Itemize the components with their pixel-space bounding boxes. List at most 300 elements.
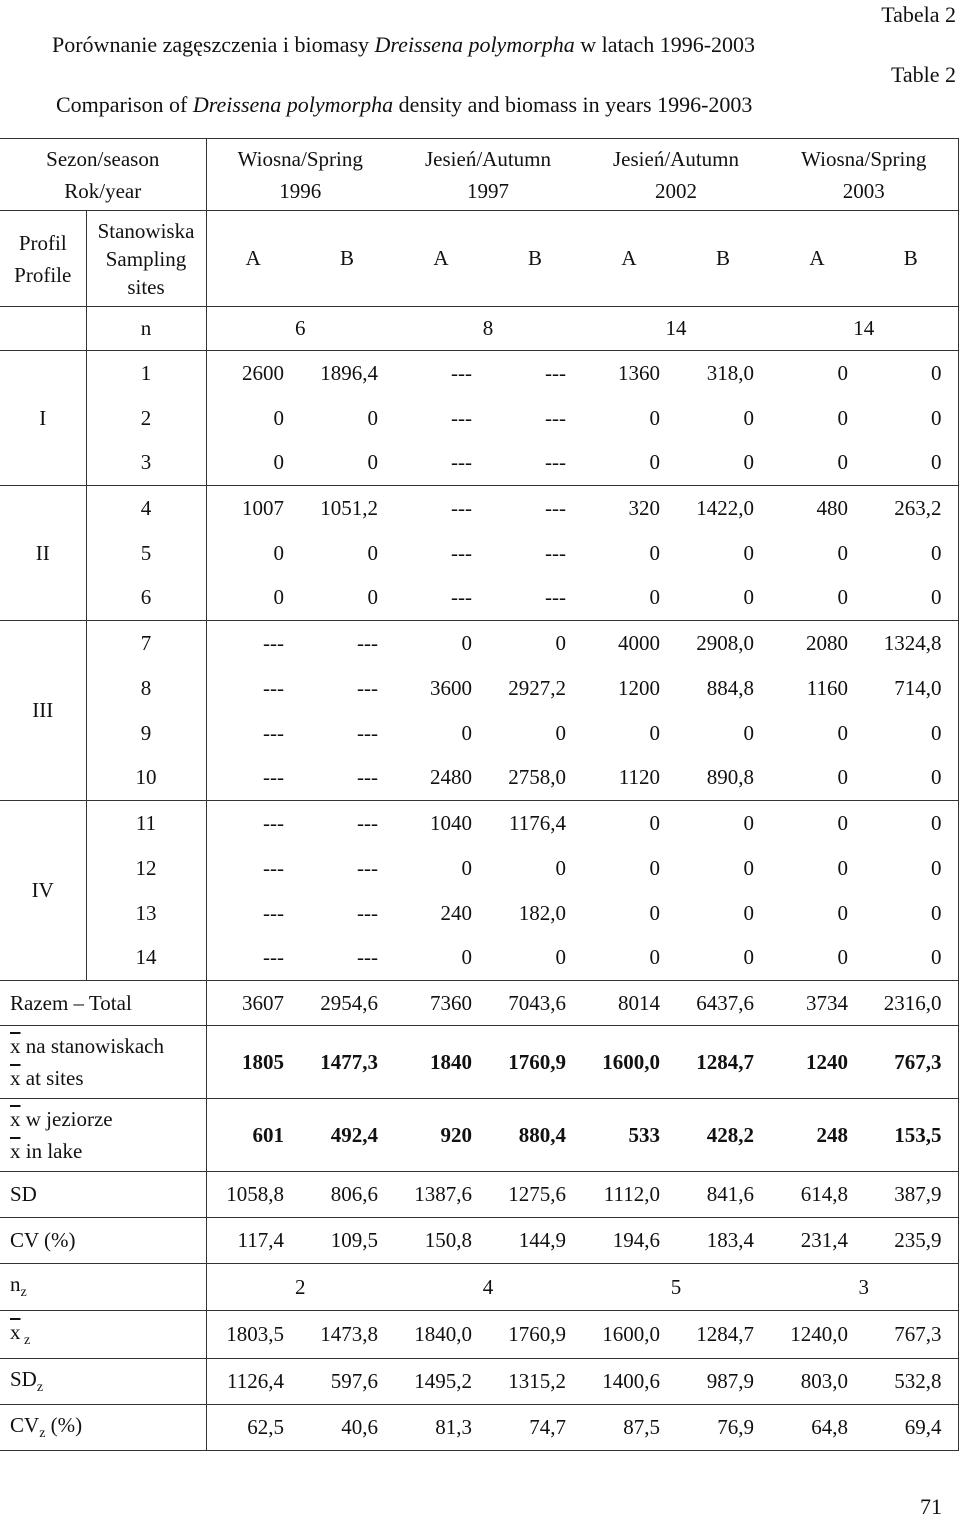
stat-suffix: (%) (45, 1412, 83, 1437)
mean_sites-label (0, 1026, 206, 1099)
data-cell: --- (263, 810, 284, 835)
subcolumn-header: B (339, 246, 354, 270)
cvz-value: 40,6 (341, 1415, 378, 1439)
total-value: 2316,0 (864, 981, 958, 1026)
mean-label: w jeziorze (25, 1107, 113, 1131)
n-value: 14 (665, 316, 687, 340)
data-cell: 0 (837, 945, 848, 970)
species-name-en: Dreissena polymorpha (192, 92, 394, 117)
data-cell: --- (451, 495, 472, 520)
xz-label (0, 1311, 206, 1359)
cvz-value: 74,7 (529, 1415, 566, 1439)
nz-value: 5 (670, 1274, 682, 1299)
data-cell: 0 (864, 936, 958, 981)
title-en-start: Comparison of (56, 92, 193, 117)
period-year: 2002 (655, 178, 697, 203)
data-cell: 0 (461, 720, 472, 745)
sd-value: 614,8 (800, 1182, 848, 1206)
data-cell: --- (263, 855, 284, 880)
sdz-value: 1315,2 (508, 1369, 566, 1393)
sd-value: 806,6 (330, 1182, 378, 1206)
period-season: Wiosna/Spring (801, 146, 927, 171)
data-cell: 1040 (430, 810, 472, 835)
mean-symbol: $\overline{x}$ (10, 1107, 21, 1131)
title-en-end: density and biomass in years 1996-2003 (393, 92, 753, 117)
sites-label: Stanowiska (97, 218, 195, 243)
cv-label (0, 1218, 206, 1264)
table-row (0, 981, 958, 1026)
nz-value: 2 (295, 1274, 306, 1299)
data-cell: 0 (837, 855, 848, 880)
sdz-value: 1126,4 (227, 1369, 284, 1393)
total-value: 8014 (618, 990, 660, 1015)
total-value: 3734 (806, 990, 848, 1015)
mean_sites-value: 1600,0 (602, 1049, 660, 1074)
sdz-value: 597,6 (330, 1369, 378, 1393)
stat-subscript: z (20, 1285, 27, 1301)
site-number: 5 (86, 531, 206, 576)
mean_lake-label (0, 1099, 206, 1172)
data-cell: 0 (837, 765, 848, 790)
table-row (0, 891, 958, 936)
data-cell: 0 (649, 585, 660, 610)
data-cell: 0 (864, 891, 958, 936)
data-cell: 2080 (806, 630, 848, 655)
mean_lake-value: 153,5 (864, 1099, 958, 1172)
cv-value: 231,4 (800, 1228, 848, 1252)
data-cell: 0 (743, 450, 754, 475)
data-cell: 0 (555, 720, 566, 745)
data-cell: --- (357, 720, 378, 745)
mean-line (10, 1103, 202, 1135)
data-cell: --- (263, 720, 284, 745)
title-pl-start: Porównanie zagęszczenia i biomasy (52, 32, 375, 57)
table-label-pl: Tabela 2 (881, 2, 956, 27)
mean_lake-value: 533 (628, 1122, 660, 1147)
site-number: 6 (86, 576, 206, 621)
stat-symbol: SD (10, 1366, 37, 1391)
sdz-label (0, 1359, 206, 1405)
mean-line (10, 1135, 202, 1167)
sd-value: 1275,6 (508, 1182, 566, 1206)
site-number: 4 (86, 486, 206, 531)
data-cell: 4000 (618, 630, 660, 655)
profile-name: III (0, 621, 86, 801)
page-number: 71 (920, 1494, 942, 1519)
mean_lake-value: 492,4 (330, 1122, 378, 1147)
data-cell: --- (357, 675, 378, 700)
nz-value: 4 (482, 1274, 494, 1299)
sd-value: 841,6 (706, 1182, 754, 1206)
data-cell: 0 (743, 855, 754, 880)
xz-value: 1803,5 (226, 1322, 284, 1346)
cv-value: 150,8 (424, 1228, 472, 1252)
data-cell: 263,2 (864, 486, 958, 531)
data-cell: 0 (555, 945, 566, 970)
mean_sites-value: 1805 (242, 1049, 284, 1074)
data-cell: 0 (367, 450, 378, 475)
data-cell: 0 (743, 540, 754, 565)
profile-cell (0, 307, 86, 351)
n-value: 6 (295, 316, 306, 340)
data-cell: 0 (273, 540, 284, 565)
data-cell: 0 (864, 441, 958, 486)
nz-label (0, 1264, 206, 1311)
mean-label: in lake (25, 1139, 83, 1163)
sdz-value: 532,8 (864, 1359, 958, 1405)
site-number: 13 (86, 891, 206, 936)
mean_lake-value: 880,4 (518, 1122, 566, 1147)
table-row (0, 801, 958, 846)
xz-value: 1240,0 (790, 1322, 848, 1346)
data-cell: 2480 (430, 765, 472, 790)
table-row (0, 846, 958, 891)
data-cell: --- (451, 540, 472, 565)
data-cell: 0 (649, 855, 660, 880)
data-cell: 0 (864, 531, 958, 576)
period-header (394, 139, 582, 211)
data-cell: --- (545, 585, 566, 610)
subcolumn-header: B (864, 211, 958, 307)
data-cell: --- (451, 360, 472, 385)
data-cell: 0 (649, 720, 660, 745)
subcolumn-header: A (245, 246, 261, 270)
table-row (0, 211, 958, 307)
data-cell: 0 (461, 945, 472, 970)
site-number: 9 (86, 711, 206, 756)
table-row (0, 666, 958, 711)
data-cell: 0 (837, 540, 848, 565)
xz-value: 1600,0 (602, 1322, 660, 1346)
data-cell: 0 (837, 720, 848, 745)
table-row (0, 1264, 958, 1311)
sdz-value: 987,9 (706, 1369, 754, 1393)
data-cell: 0 (864, 396, 958, 441)
mean-line (10, 1030, 202, 1062)
cvz-value: 69,4 (864, 1405, 958, 1451)
subcolumn-header: A (809, 246, 825, 270)
stat-label: Razem – Total (10, 990, 132, 1015)
data-cell: 714,0 (864, 666, 958, 711)
sd-label (0, 1172, 206, 1218)
data-cell: 0 (864, 846, 958, 891)
total-value: 7043,6 (508, 990, 566, 1015)
period-season: Jesień/Autumn (613, 146, 739, 171)
data-cell: 0 (743, 945, 754, 970)
table-row (0, 756, 958, 801)
data-cell: 0 (743, 720, 754, 745)
data-cell: --- (451, 405, 472, 430)
data-cell: --- (263, 900, 284, 925)
table-row (0, 139, 958, 211)
data-cell: 2600 (242, 360, 284, 385)
cvz-value: 87,5 (623, 1415, 660, 1439)
data-cell: 0 (837, 450, 848, 475)
year-label: Rok/year (64, 178, 142, 203)
period-header (582, 139, 770, 211)
mean-label: na stanowiskach (25, 1034, 164, 1058)
profile-header (0, 211, 86, 307)
mean_sites-value: 1477,3 (320, 1049, 378, 1074)
data-cell: 1160 (806, 675, 848, 700)
stat-symbol: CV (10, 1412, 40, 1437)
data-cell: 0 (864, 576, 958, 621)
cvz-value: 64,8 (811, 1415, 848, 1439)
table-row (0, 441, 958, 486)
data-cell: 0 (743, 585, 754, 610)
species-name-pl: Dreissena polymorpha (374, 32, 575, 57)
profile-name: II (0, 486, 86, 621)
data-cell: 0 (273, 450, 284, 475)
table-title-pl (52, 34, 755, 56)
n-value: 14 (770, 307, 958, 351)
subcolumn-header: A (433, 246, 449, 270)
data-cell: 0 (864, 756, 958, 801)
data-cell: 3600 (430, 675, 472, 700)
data-cell: 1051,2 (320, 495, 378, 520)
mean-symbol: $\overline{x}$ (10, 1034, 21, 1058)
xz-value: 767,3 (864, 1311, 958, 1359)
table-row (0, 711, 958, 756)
cv-value: 144,9 (518, 1228, 566, 1252)
sites-label: sites (127, 274, 165, 299)
period-season: Wiosna/Spring (237, 146, 363, 171)
data-cell: 182,0 (518, 900, 566, 925)
data-cell: --- (357, 630, 378, 655)
data-cell: 890,8 (706, 765, 754, 790)
data-cell: --- (263, 765, 284, 790)
sdz-value: 1495,2 (414, 1369, 472, 1393)
stat-symbol: n (10, 1272, 21, 1297)
table-row (0, 1172, 958, 1218)
data-cell: --- (451, 450, 472, 475)
cv-value: 117,4 (237, 1228, 284, 1252)
mean_sites-value: 1284,7 (696, 1049, 754, 1074)
period-header (206, 139, 394, 211)
data-cell: --- (357, 810, 378, 835)
data-cell: 320 (628, 495, 660, 520)
stat-label: SD (10, 1182, 37, 1206)
xz-value: 1760,9 (508, 1322, 566, 1346)
data-cell: 0 (743, 900, 754, 925)
sdz-value: 1400,6 (602, 1369, 660, 1393)
stat-subscript: z (39, 1426, 46, 1442)
data-cell: 2908,0 (696, 630, 754, 655)
data-cell: 0 (837, 585, 848, 610)
total-value: 7360 (430, 990, 472, 1015)
data-cell: 0 (837, 405, 848, 430)
data-cell: 0 (367, 585, 378, 610)
total-label (0, 981, 206, 1026)
data-cell: --- (263, 630, 284, 655)
table-row (0, 1359, 958, 1405)
mean_lake-value: 920 (440, 1122, 472, 1147)
profile-name: I (0, 351, 86, 486)
data-cell: --- (357, 945, 378, 970)
table-row (0, 351, 958, 396)
sites-header (86, 211, 206, 307)
data-cell: 0 (864, 801, 958, 846)
xz-value: 1284,7 (696, 1322, 754, 1346)
table-row (0, 531, 958, 576)
mean-label: at sites (25, 1066, 84, 1090)
data-cell: --- (545, 495, 566, 520)
mean_sites-value: 1240 (806, 1049, 848, 1074)
sd-value: 1112,0 (603, 1182, 660, 1206)
data-cell: 2758,0 (508, 765, 566, 790)
cv-value: 194,6 (612, 1228, 660, 1252)
table-row (0, 486, 958, 531)
n-label: n (86, 307, 206, 351)
data-cell: 1422,0 (696, 495, 754, 520)
mean-symbol: $\overline{x}$ (10, 1066, 21, 1090)
table-row (0, 307, 958, 351)
data-cell: 0 (649, 540, 660, 565)
stat-label: CV (%) (10, 1228, 76, 1252)
xz-value: 1840,0 (414, 1322, 472, 1346)
data-cell: 0 (649, 450, 660, 475)
cv-value: 183,4 (706, 1228, 754, 1252)
site-number: 2 (86, 396, 206, 441)
sdz-value: 803,0 (800, 1369, 848, 1393)
cv-value: 109,5 (330, 1228, 378, 1252)
data-cell: 318,0 (706, 360, 754, 385)
table-label-en: Table 2 (890, 62, 956, 87)
data-cell: --- (545, 360, 566, 385)
site-number: 8 (86, 666, 206, 711)
data-cell: 0 (649, 810, 660, 835)
nz-value: 3 (770, 1264, 958, 1311)
stat-symbol: $\overline{x}$ (10, 1319, 21, 1344)
table-row (0, 1218, 958, 1264)
data-cell: 1896,4 (320, 360, 378, 385)
subcolumn-header: B (527, 246, 542, 270)
data-cell: 1007 (242, 495, 284, 520)
data-cell: 0 (461, 630, 472, 655)
data-cell: --- (451, 585, 472, 610)
site-number: 7 (86, 621, 206, 666)
cvz-value: 76,9 (717, 1415, 754, 1439)
data-cell: 0 (649, 945, 660, 970)
site-number: 10 (86, 756, 206, 801)
cvz-value: 62,5 (247, 1415, 284, 1439)
cvz-value: 81,3 (435, 1415, 472, 1439)
data-cell: 480 (816, 495, 848, 520)
data-cell: 0 (555, 630, 566, 655)
mean_lake-value: 428,2 (706, 1122, 754, 1147)
total-value: 2954,6 (320, 990, 378, 1015)
data-cell: 1360 (618, 360, 660, 385)
profile-label-pl: Profil (18, 230, 67, 255)
data-cell: --- (357, 765, 378, 790)
period-header (770, 139, 958, 211)
data-cell: 1120 (618, 765, 660, 790)
table-row (0, 936, 958, 981)
mean-line (10, 1062, 202, 1094)
table-row (0, 1026, 958, 1099)
period-year: 2003 (842, 178, 885, 203)
data-cell: 0 (649, 900, 660, 925)
data-cell: 240 (440, 900, 472, 925)
data-cell: 1176,4 (509, 810, 566, 835)
title-pl-end: w latach 1996-2003 (574, 32, 756, 57)
data-cell: 0 (864, 351, 958, 396)
data-cell: --- (263, 945, 284, 970)
table-row (0, 1099, 958, 1172)
data-cell: --- (545, 450, 566, 475)
season-year-header (0, 139, 206, 211)
table-row (0, 1405, 958, 1451)
period-year: 1996 (279, 178, 322, 203)
data-cell: --- (357, 855, 378, 880)
data-cell: --- (357, 900, 378, 925)
site-number: 3 (86, 441, 206, 486)
data-cell: --- (263, 675, 284, 700)
period-season: Jesień/Autumn (425, 146, 551, 171)
data-cell: 0 (461, 855, 472, 880)
data-cell: 0 (555, 855, 566, 880)
data-cell: 1200 (618, 675, 660, 700)
data-cell: 0 (367, 540, 378, 565)
mean-symbol: $\overline{x}$ (10, 1139, 21, 1163)
data-cell: --- (545, 405, 566, 430)
profile-label-en: Profile (14, 262, 72, 287)
mean_lake-value: 601 (252, 1122, 284, 1147)
season-label: Sezon/season (46, 146, 160, 171)
total-value: 3607 (242, 990, 284, 1015)
data-cell: 0 (837, 810, 848, 835)
data-cell: --- (545, 540, 566, 565)
data-cell: 0 (743, 810, 754, 835)
table-row (0, 396, 958, 441)
site-number: 11 (86, 801, 206, 846)
cv-value: 235,9 (864, 1218, 958, 1264)
stat-subscript: z (20, 1333, 31, 1349)
period-year: 1997 (467, 178, 509, 203)
data-cell: 0 (649, 405, 660, 430)
data-cell: 0 (837, 360, 848, 385)
data-table (0, 138, 959, 1451)
mean_sites-value: 1840 (430, 1049, 472, 1074)
total-value: 6437,6 (696, 990, 754, 1015)
data-cell: 884,8 (706, 675, 754, 700)
sd-value: 387,9 (864, 1172, 958, 1218)
subcolumn-header: B (715, 246, 730, 270)
table-row (0, 1311, 958, 1359)
data-cell: 0 (837, 900, 848, 925)
mean_sites-value: 1760,9 (508, 1049, 566, 1074)
table-row (0, 576, 958, 621)
site-number: 12 (86, 846, 206, 891)
data-cell: 0 (864, 711, 958, 756)
data-cell: 0 (273, 585, 284, 610)
cvz-label (0, 1405, 206, 1451)
data-cell: 1324,8 (864, 621, 958, 666)
data-cell: 0 (273, 405, 284, 430)
xz-value: 1473,8 (320, 1322, 378, 1346)
sites-label: Sampling (105, 246, 187, 271)
data-cell: 2927,2 (508, 675, 566, 700)
sd-value: 1058,8 (226, 1182, 284, 1206)
mean_sites-value: 767,3 (864, 1026, 958, 1099)
mean_lake-value: 248 (816, 1122, 848, 1147)
data-cell: 0 (743, 405, 754, 430)
data-cell: 0 (367, 405, 378, 430)
stat-subscript: z (36, 1380, 44, 1396)
site-number: 1 (86, 351, 206, 396)
n-value: 8 (482, 316, 494, 340)
table-title-en (56, 94, 752, 116)
